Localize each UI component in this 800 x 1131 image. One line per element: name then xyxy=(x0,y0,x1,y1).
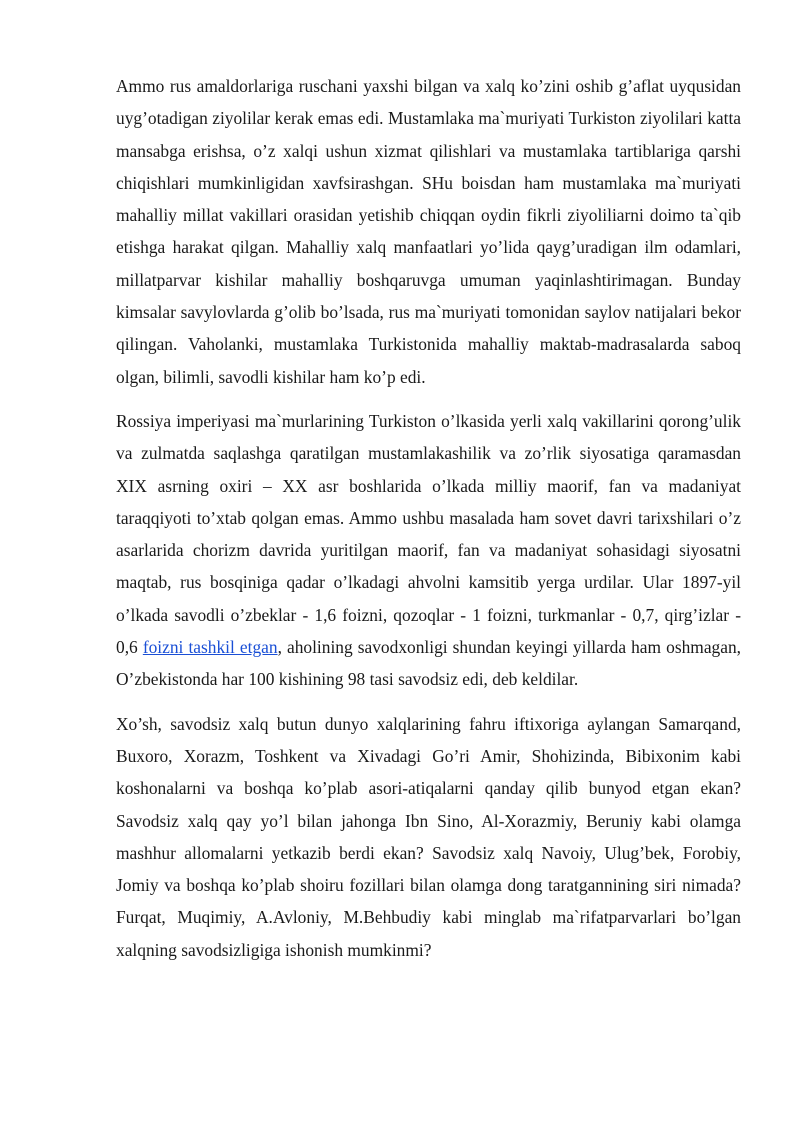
paragraph-2 xyxy=(116,405,741,696)
hyperlink[interactable]: foizni tashkil etgan xyxy=(142,637,278,658)
paragraph-2-text-before-link: Rossiya imperiyasi ma`murlarining Turkiston o’lkasida yerli xalq vakillarini qorong’ulik va zulmatda saqlashga qaratilgan mustamlakashilik va zo’rlik siyosatiga qaramasdan XIX asrning oxiri – XX asr boshlarida o’lkada milliy maorif, fan va madaniyat taraqqiyoti to’xtab qolgan emas. Ammo ushbu masalada ham sovet davri tarixshilari o’z asarlarida chorizm davrida yuritilgan maorif, fan va madaniyat sohasidagi siyosatni maqtab, rus bosqiniga qadar o’lkadagi ahvolni kamsitib yerga urdilar. Ular 1897-yil o’lkada savodli o’zbeklar - 1,6 foizni, qozoqlar - 1 foizni, turkmanlar - 0,7, qirg’izlar - 0,6 xyxy=(116,410,741,658)
paragraph-1: Ammo rus amaldorlariga ruschani yaxshi bilgan va xalq ko’zini oshib g’aflat uyqusidan uyg’otadigan ziyolilar kerak emas edi. Mustamlaka ma`muriyati Turkiston ziyolilari katta mansabga erishsa, o’z xalqi ushun xizmat qilishlari va mustamlaka tartiblariga qarshi chiqishlari mumkinligidan xavfsirashgan. SHu boisdan ham mustamlaka ma`muriyati mahalliy millat vakillari orasidan yetishib chiqqan oydin fikrli ziyoliliarni doimo ta`qib etishga harakat qilgan. Mahalliy xalq manfaatlari yo’lida qayg’uradigan ilm odamlari, millatparvar kishilar mahalliy boshqaruvga umuman yaqinlashtirimagan. Bunday kimsalar savylovlarda g’olib bo’lsada, rus ma`muriyati tomonidan saylov natijalari bekor qilingan. Vaholanki, mustamlaka Turkistonida mahalliy maktab-madrasalarda saboq olgan, bilimli, savodli kishilar ham ko’p edi. xyxy=(116,76,741,387)
paragraph-3: Xo’sh, savodsiz xalq butun dunyo xalqlarining fahru iftixoriga aylangan Samarqand, Buxoro, Xorazm, Toshkent va Xivadagi Go’ri Amir, Shohizinda, Bibixonim kabi koshonalarni va boshqa ko’plab asori-atiqalarni qanday qilib bunyod etgan ekan? Savodsiz xalq qay yo’l bilan jahonga Ibn Sino, Al-Xorazmiy, Beruniy kabi olamga mashhur allomalarni yetkazib berdi ekan? Savodsiz xalq Navoiy, Ulug’bek, Forobiy, Jomiy va boshqa ko’plab shoiru fozillari bilan olamga dong taratgannining siri nimada? Furqat, Muqimiy, A.Avloniy, M.Behbudiy kabi minglab ma`rifatparvarlari bo’lgan xalqning savodsizligiga ishonish mumkinmi? xyxy=(116,713,741,960)
document-page xyxy=(116,70,741,978)
paragraph-2-text-after-link: , aholining savodxonligi shundan keyingi yillarda ham oshmagan, O’zbekistonda har 100 kishining 98 tasi savodsiz edi, deb keldilar. xyxy=(116,637,741,690)
